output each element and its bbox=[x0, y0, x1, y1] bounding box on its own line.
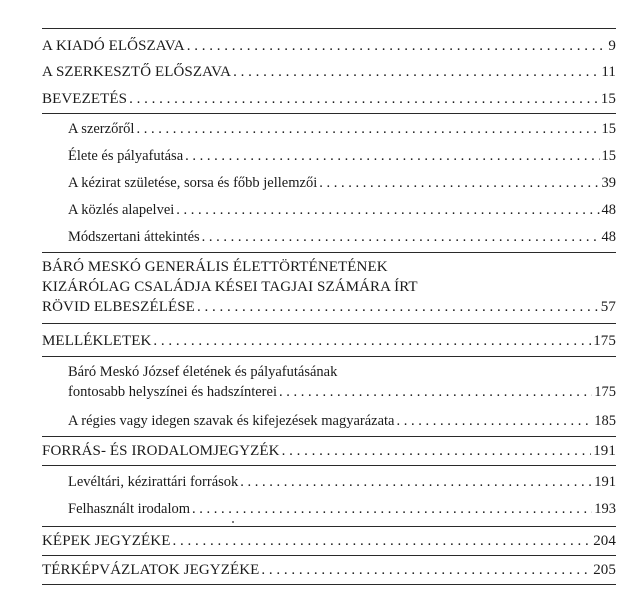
dot-leader bbox=[240, 472, 592, 492]
toc-entry-title: Módszertani áttekintés bbox=[68, 229, 200, 245]
toc-entry-title: fontosabb helyszínei és hadszínterei bbox=[68, 384, 277, 400]
dot-leader bbox=[279, 382, 592, 402]
toc-entry-felhasznalt-irodalom[interactable] bbox=[68, 499, 616, 519]
toc-page-number: 48 bbox=[601, 202, 616, 218]
toc-entry-title: KÉPEK JEGYZÉKE bbox=[42, 533, 171, 549]
dot-leader bbox=[319, 173, 599, 193]
toc-entry-title: A régies vagy idegen szavak és kifejezések magyarázata bbox=[68, 413, 395, 429]
toc-page-number: 39 bbox=[601, 175, 616, 191]
toc-entry-a-szerzorol[interactable] bbox=[68, 119, 616, 139]
toc-page-number: 175 bbox=[593, 333, 616, 349]
toc-entry-bevezetes[interactable] bbox=[42, 89, 616, 109]
toc-page-number: 15 bbox=[600, 91, 616, 107]
toc-entry-title-line: Báró Meskó József életének és pályafutásának bbox=[68, 364, 338, 380]
toc-page-number: 15 bbox=[601, 121, 616, 137]
dot-leader bbox=[172, 531, 591, 551]
toc-entry-modszertani-attekintes[interactable] bbox=[68, 227, 616, 247]
divider bbox=[42, 526, 616, 527]
toc-page-number: 48 bbox=[601, 229, 616, 245]
divider bbox=[42, 356, 616, 357]
toc-page-number: 57 bbox=[600, 299, 616, 315]
dot-leader bbox=[282, 441, 592, 461]
toc-page-number: 9 bbox=[608, 38, 616, 54]
toc-entry-title: Felhasznált irodalom bbox=[68, 501, 191, 517]
toc-entry-kepek-jegyzeke[interactable] bbox=[42, 531, 616, 551]
toc-page-number: 175 bbox=[594, 384, 616, 400]
toc-entry-mellekletek[interactable] bbox=[42, 331, 616, 351]
dot-leader bbox=[233, 62, 599, 82]
divider bbox=[42, 113, 616, 114]
divider bbox=[42, 252, 616, 253]
toc-page-number: 205 bbox=[593, 562, 616, 578]
toc-entry-elete-es-palyafutasa[interactable] bbox=[68, 146, 616, 166]
dot-leader bbox=[185, 146, 599, 166]
dot-leader bbox=[136, 119, 599, 139]
toc-page-number: 185 bbox=[594, 413, 616, 429]
toc-entry-a-kezirat[interactable] bbox=[68, 173, 616, 193]
toc-entry-szerkeszto-eloszava[interactable] bbox=[42, 62, 616, 82]
divider bbox=[42, 555, 616, 556]
divider bbox=[42, 465, 616, 466]
toc-page-number: 193 bbox=[594, 501, 616, 517]
toc-entry-helyszinei-es-hadszinterei[interactable] bbox=[68, 362, 616, 402]
dot-leader bbox=[192, 499, 592, 519]
dot-leader bbox=[197, 297, 599, 317]
toc-entry-title: RÖVID ELBESZÉLÉSE bbox=[42, 299, 195, 315]
toc-entry-leveltari-forrasok[interactable] bbox=[68, 472, 616, 492]
toc-entry-title: Levéltári, kézirattári források bbox=[68, 474, 239, 490]
toc-entry-title: A SZERKESZTŐ ELŐSZAVA bbox=[42, 64, 232, 80]
toc-entry-title: A közlés alapelvei bbox=[68, 202, 175, 218]
dot-leader bbox=[261, 560, 591, 580]
toc-page-number: 191 bbox=[593, 443, 616, 459]
dot-leader bbox=[397, 411, 593, 431]
scan-speck bbox=[232, 521, 234, 523]
toc-entry-regies-szavak[interactable] bbox=[68, 411, 616, 431]
toc-entry-title: MELLÉKLETEK bbox=[42, 333, 152, 349]
divider bbox=[42, 323, 616, 324]
divider bbox=[42, 28, 616, 29]
toc-entry-title: FORRÁS- ÉS IRODALOMJEGYZÉK bbox=[42, 443, 280, 459]
toc-entry-forras-es-irodalomjegyzek[interactable] bbox=[42, 441, 616, 461]
dot-leader bbox=[187, 36, 607, 56]
dot-leader bbox=[129, 89, 599, 109]
toc-entry-title: A kézirat születése, sorsa és főbb jellemzői bbox=[68, 175, 318, 191]
dot-leader bbox=[176, 200, 599, 220]
toc-page-number: 11 bbox=[601, 64, 616, 80]
divider bbox=[42, 584, 616, 585]
dot-leader bbox=[202, 227, 600, 247]
toc-entry-title: A KIADÓ ELŐSZAVA bbox=[42, 38, 185, 54]
divider bbox=[42, 436, 616, 437]
toc-page-number: 204 bbox=[593, 533, 616, 549]
toc-entry-baro-mesko-generalis[interactable] bbox=[42, 257, 616, 317]
toc-entry-title-line: KIZÁRÓLAG CSALÁDJA KÉSEI TAGJAI SZÁMÁRA ÍRT bbox=[42, 279, 418, 295]
dot-leader bbox=[153, 331, 591, 351]
toc-entry-title: Élete és pályafutása bbox=[68, 148, 184, 164]
toc-entry-title-line: BÁRÓ MESKÓ GENERÁLIS ÉLETTÖRTÉNETÉNEK bbox=[42, 259, 388, 275]
toc-entry-title: TÉRKÉPVÁZLATOK JEGYZÉKE bbox=[42, 562, 260, 578]
toc-entry-title: BEVEZETÉS bbox=[42, 91, 128, 107]
toc-entry-kozles-alapelvei[interactable] bbox=[68, 200, 616, 220]
toc-entry-title: A szerzőről bbox=[68, 121, 135, 137]
toc-entry-terkepvazlatok-jegyzeke[interactable] bbox=[42, 560, 616, 580]
toc-page-number: 191 bbox=[594, 474, 616, 490]
toc-entry-kiado-eloszava[interactable] bbox=[42, 36, 616, 56]
toc-page-number: 15 bbox=[601, 148, 616, 164]
